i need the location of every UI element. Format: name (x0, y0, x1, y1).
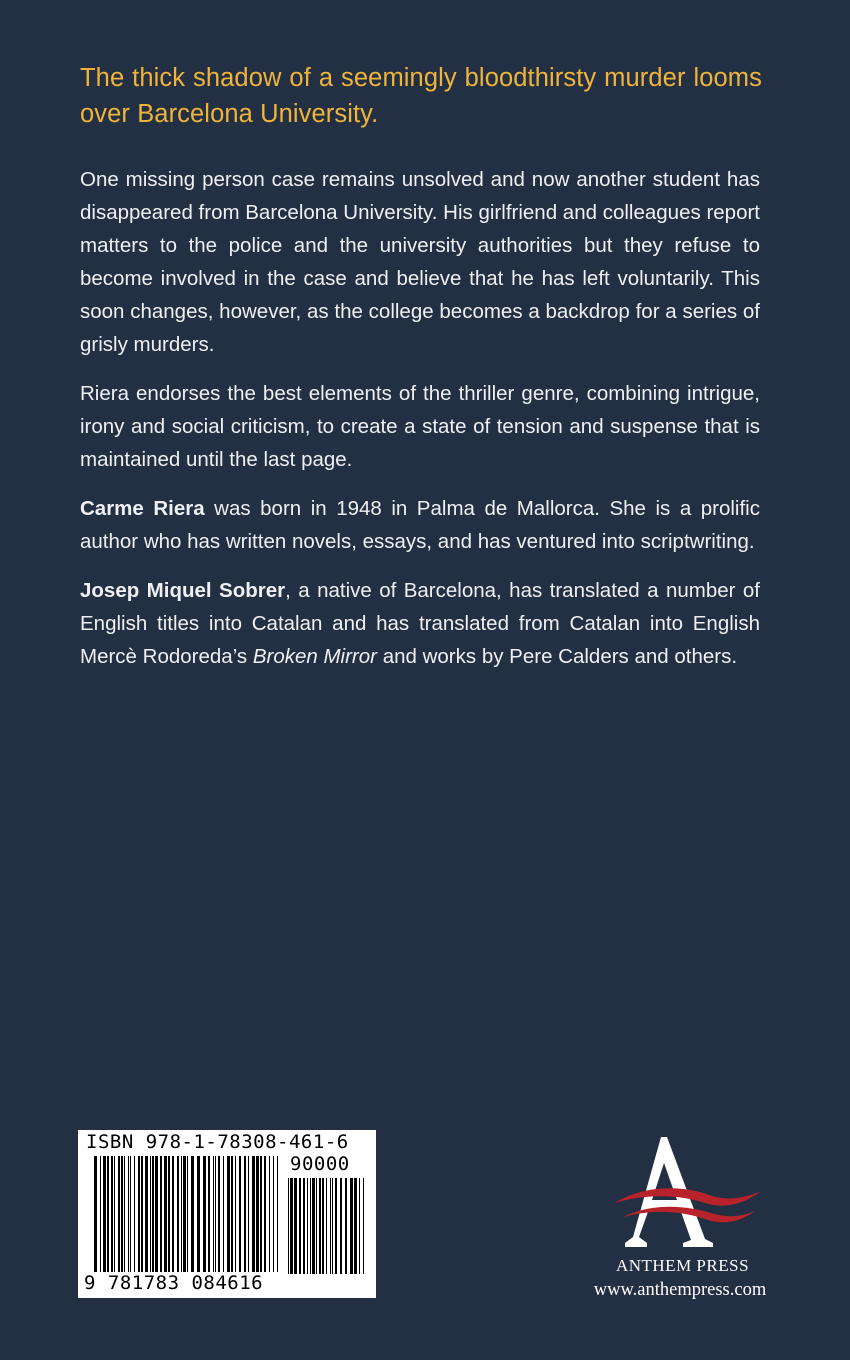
ean-digits: 9 781783 084616 (84, 1272, 264, 1294)
translator-paragraph (80, 574, 760, 673)
isbn-label: ISBN 978-1-78308-461-6 (86, 1131, 349, 1153)
translator-bio-part-1: , a native of Barcelona, has translated a number of English titles into Catalan and has translated from Catalan into English Mercè Rodoreda’s (80, 579, 760, 668)
synopsis-paragraph: One missing person case remains unsolved and now another student has disappeared from Barcelona University. His girlfriend and colleagues report matters to the police and the university authorities but they refuse to become involved in the case and believe that he has left voluntarily. This soon changes, however, as the college becomes a backdrop for a series of grisly murders. (80, 168, 760, 356)
tagline: The thick shadow of a seemingly bloodthirsty murder looms over Barcelona University. (80, 64, 762, 128)
addon-barcode-bars-icon (288, 1178, 366, 1274)
translated-book-title: Broken Mirror (252, 645, 377, 668)
author-bio: was born in 1948 in Palma de Mallorca. She is a prolific author who has written novels, essays, and has ventured into scriptwriting. (80, 497, 760, 553)
publisher-website: www.anthempress.com (593, 1280, 767, 1300)
translator-bio-part-2: and works by Pere Calders and others. (377, 645, 738, 668)
publisher-name: ANTHEM PRESS (615, 1256, 750, 1275)
author-paragraph (80, 492, 760, 558)
review-paragraph: Riera endorses the best elements of the thriller genre, combining intrigue, irony and social criticism, to create a state of tension and suspense that is maintained until the last page. (80, 382, 760, 471)
price-code: 90000 (290, 1153, 350, 1175)
isbn-barcode (78, 1130, 376, 1298)
translator-name: Josep Miquel Sobrer (80, 579, 286, 602)
barcode-bars-icon (94, 1156, 282, 1272)
blurb (80, 163, 760, 689)
anthem-press-logo-icon (613, 1133, 763, 1251)
author-name: Carme Riera (80, 497, 205, 520)
